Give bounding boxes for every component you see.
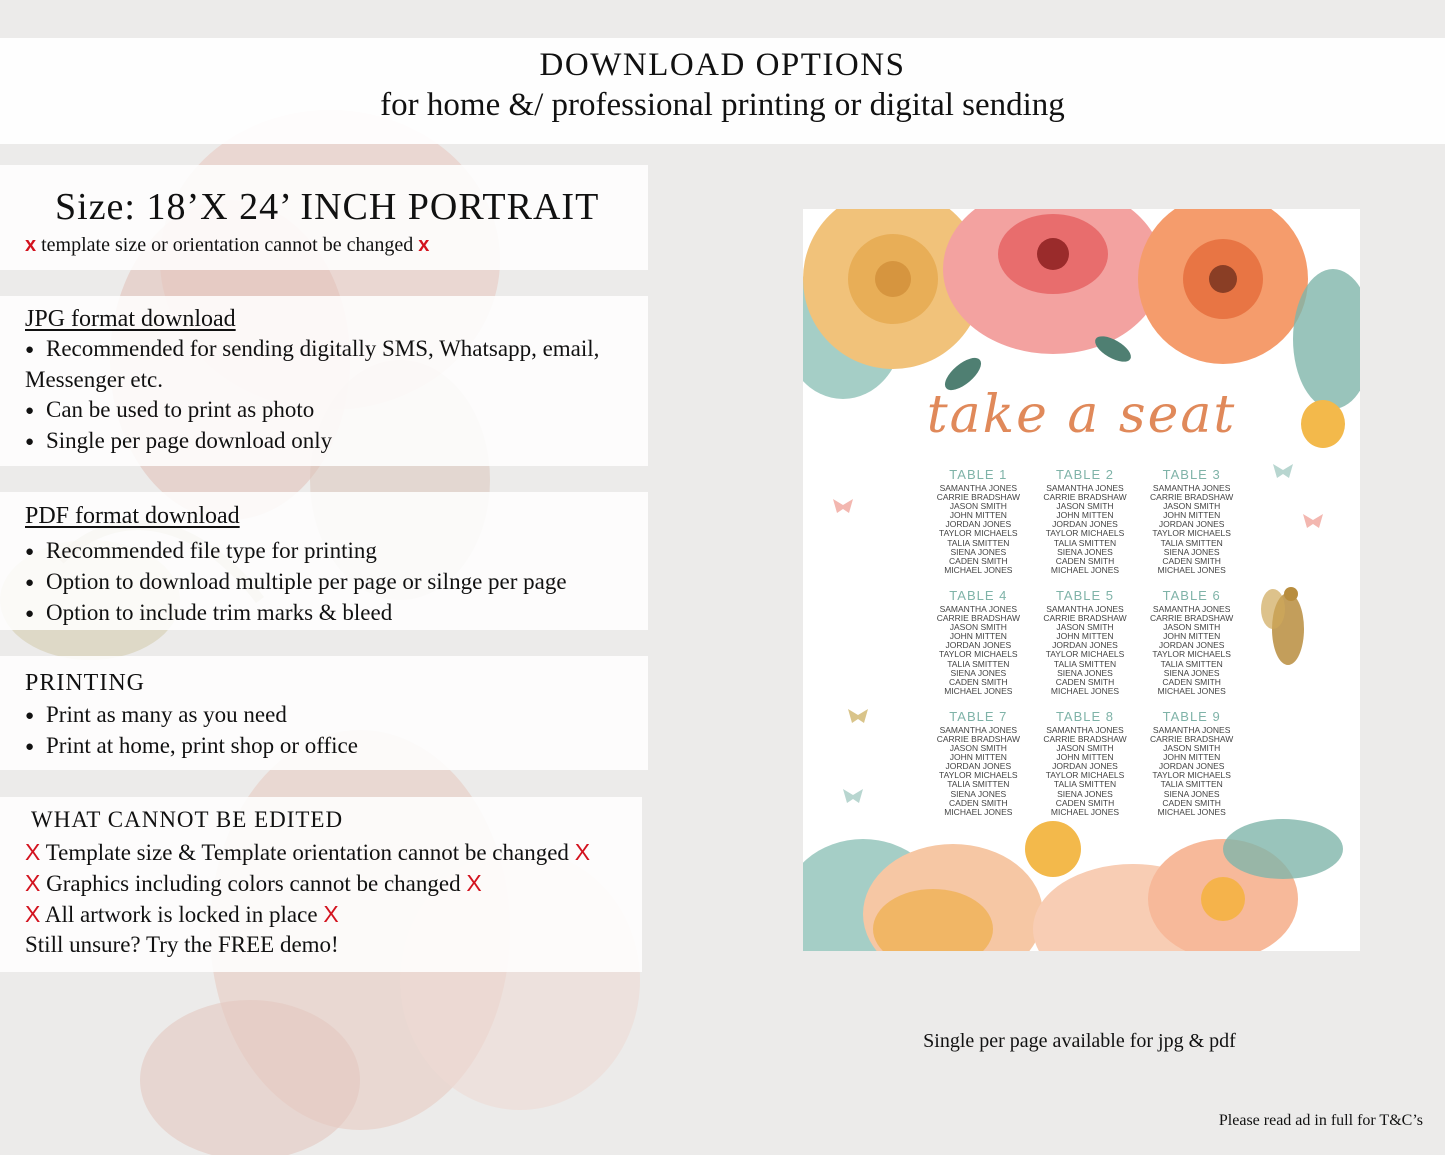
table-block bbox=[1138, 588, 1245, 696]
printing-panel bbox=[0, 656, 648, 770]
guest-name: CARRIE BRADSHAW bbox=[936, 613, 1020, 624]
guest-name: JASON SMITH bbox=[1056, 501, 1114, 512]
guest-name: CARRIE BRADSHAW bbox=[1043, 492, 1127, 503]
guest-name: JOHN MITTEN bbox=[1163, 631, 1221, 642]
guest-name: MICHAEL JONES bbox=[1157, 685, 1226, 696]
guest-name: SIENA JONES bbox=[950, 667, 1007, 678]
page-title: DOWNLOAD OPTIONS bbox=[539, 47, 906, 83]
table-name: TABLE 2 bbox=[1055, 467, 1115, 482]
guest-name: CADEN SMITH bbox=[949, 797, 1008, 808]
guest-name: CARRIE BRADSHAW bbox=[936, 492, 1020, 503]
list-item: ● Print at home, print shop or office bbox=[25, 731, 358, 762]
bullet-icon: ● bbox=[25, 606, 35, 622]
guest-name: TAYLOR MICHAELS bbox=[939, 649, 1018, 660]
header-banner bbox=[0, 38, 1445, 144]
guest-name: JORDAN JONES bbox=[1052, 640, 1118, 651]
guest-name: CARRIE BRADSHAW bbox=[1043, 733, 1127, 744]
table-name: TABLE 4 bbox=[949, 587, 1008, 603]
guest-name: SIENA JONES bbox=[1057, 667, 1113, 678]
table-block bbox=[1138, 709, 1245, 817]
guest-name: MICHAEL JONES bbox=[1050, 564, 1120, 575]
guest-name: TAYLOR MICHAELS bbox=[1152, 649, 1231, 660]
bullet-icon: ● bbox=[25, 544, 35, 560]
table-block bbox=[1032, 467, 1139, 575]
guest-name: SAMANTHA JONES bbox=[1046, 724, 1124, 735]
guest-name: JASON SMITH bbox=[949, 743, 1007, 754]
guest-name: JASON SMITH bbox=[949, 622, 1007, 633]
guest-name: JORDAN JONES bbox=[1052, 761, 1118, 772]
table-name: TABLE 8 bbox=[1055, 708, 1115, 724]
guest-name: CADEN SMITH bbox=[949, 676, 1008, 687]
guest-name: SIENA JONES bbox=[950, 788, 1007, 799]
pdf-panel bbox=[0, 492, 648, 630]
guest-name: SIENA JONES bbox=[950, 546, 1007, 557]
guest-name: MICHAEL JONES bbox=[1050, 685, 1120, 696]
table-name: TABLE 6 bbox=[1162, 587, 1221, 603]
guest-name: SAMANTHA JONES bbox=[939, 483, 1018, 493]
tables-grid bbox=[925, 467, 1245, 817]
table-name: TABLE 1 bbox=[949, 467, 1008, 482]
cannot-edit-title: WHAT CANNOT BE EDITED bbox=[31, 807, 344, 832]
list-item: ● Can be used to print as photo bbox=[25, 395, 599, 426]
guest-name: JOHN MITTEN bbox=[1056, 631, 1114, 642]
guest-name: MICHAEL JONES bbox=[944, 806, 1013, 817]
guest-name: CARRIE BRADSHAW bbox=[936, 733, 1020, 744]
bullet-icon: ● bbox=[25, 708, 35, 724]
guest-name: TALIA SMITTEN bbox=[947, 537, 1010, 548]
table-block bbox=[1032, 709, 1139, 817]
list-item: X Template size & Template orientation cannot be changed X bbox=[25, 839, 591, 865]
guest-name: JORDAN JONES bbox=[1158, 519, 1225, 530]
guest-name: SAMANTHA JONES bbox=[1152, 483, 1231, 493]
guest-name: JOHN MITTEN bbox=[949, 631, 1007, 642]
guest-name: SAMANTHA JONES bbox=[939, 603, 1018, 614]
guest-name: JASON SMITH bbox=[1056, 743, 1114, 754]
guest-name: MICHAEL JONES bbox=[944, 564, 1013, 575]
list-item: ● Recommended file type for printing bbox=[25, 536, 567, 567]
printing-list bbox=[25, 700, 358, 762]
guest-name: TALIA SMITTEN bbox=[1160, 658, 1223, 669]
guest-name: TAYLOR MICHAELS bbox=[1045, 528, 1125, 539]
guest-name: TAYLOR MICHAELS bbox=[1152, 528, 1231, 539]
guest-name: TAYLOR MICHAELS bbox=[1045, 649, 1125, 660]
guest-name: TAYLOR MICHAELS bbox=[1045, 770, 1125, 781]
cannot-edit-list bbox=[25, 837, 590, 960]
jpg-list bbox=[25, 334, 599, 457]
jpg-title: JPG format download bbox=[25, 306, 236, 332]
guest-name: SAMANTHA JONES bbox=[1152, 724, 1231, 735]
bullet-icon: ● bbox=[25, 739, 35, 755]
guest-name: CADEN SMITH bbox=[1162, 676, 1221, 687]
x-mark-right: x bbox=[418, 234, 430, 256]
list-item: X All artwork is locked in place X bbox=[25, 901, 339, 927]
guest-name: CADEN SMITH bbox=[1162, 797, 1221, 808]
guest-name: JOHN MITTEN bbox=[1163, 752, 1221, 763]
guest-name: SIENA JONES bbox=[1057, 788, 1113, 799]
guest-name: CARRIE BRADSHAW bbox=[1150, 492, 1234, 503]
guest-name: SAMANTHA JONES bbox=[1152, 603, 1231, 614]
guest-name: JASON SMITH bbox=[1163, 743, 1221, 754]
guest-name: MICHAEL JONES bbox=[1157, 806, 1226, 817]
bullet-icon: ● bbox=[25, 434, 35, 450]
table-block bbox=[1138, 467, 1245, 575]
table-block bbox=[925, 467, 1032, 575]
guest-name: JASON SMITH bbox=[1163, 501, 1221, 512]
guest-name: JOHN MITTEN bbox=[1056, 752, 1114, 763]
guest-name: MICHAEL JONES bbox=[1157, 564, 1226, 575]
guest-name: JORDAN JONES bbox=[945, 519, 1012, 530]
cannot-edit-panel bbox=[0, 797, 642, 972]
list-item: Messenger etc. bbox=[25, 367, 163, 392]
list-item: ● Print as many as you need bbox=[25, 700, 358, 731]
guest-name: JORDAN JONES bbox=[945, 761, 1012, 772]
guest-name: TALIA SMITTEN bbox=[1053, 658, 1117, 669]
guest-name: JASON SMITH bbox=[949, 501, 1007, 512]
guest-name: SAMANTHA JONES bbox=[1046, 603, 1124, 614]
guest-name: MICHAEL JONES bbox=[1050, 806, 1120, 817]
guest-name: SIENA JONES bbox=[1057, 546, 1113, 557]
guest-name: JORDAN JONES bbox=[1052, 519, 1118, 530]
guest-name: TALIA SMITTEN bbox=[1053, 537, 1117, 548]
guest-name: JOHN MITTEN bbox=[1163, 510, 1221, 521]
demo-note: Still unsure? Try the FREE demo! bbox=[25, 932, 339, 957]
guest-name: SIENA JONES bbox=[1163, 788, 1220, 799]
size-note-text: template size or orientation cannot be changed bbox=[41, 234, 414, 256]
size-text: Size: 18’X 24’ INCH PORTRAIT bbox=[55, 186, 600, 228]
script-title: take a seat bbox=[926, 385, 1237, 445]
guest-name: JORDAN JONES bbox=[1158, 761, 1225, 772]
table-name: TABLE 5 bbox=[1055, 587, 1115, 603]
guest-name: JASON SMITH bbox=[1163, 622, 1221, 633]
page-subtitle: for home &/ professional printing or digital sending bbox=[380, 87, 1065, 123]
guest-name: CADEN SMITH bbox=[949, 555, 1008, 566]
list-item: ● Option to download multiple per page or silnge per page bbox=[25, 567, 567, 598]
list-item: ● Option to include trim marks & bleed bbox=[25, 598, 567, 629]
guest-name: TALIA SMITTEN bbox=[947, 658, 1010, 669]
guest-name: JOHN MITTEN bbox=[1056, 510, 1114, 521]
guest-name: CADEN SMITH bbox=[1055, 797, 1115, 808]
guest-name: CADEN SMITH bbox=[1055, 676, 1115, 687]
jpg-panel bbox=[0, 296, 648, 466]
guest-name: JASON SMITH bbox=[1056, 622, 1114, 633]
caption: Single per page available for jpg & pdf bbox=[923, 1030, 1236, 1052]
list-item: X Graphics including colors cannot be changed X bbox=[25, 870, 482, 896]
printing-title: PRINTING bbox=[25, 670, 145, 696]
pdf-list bbox=[25, 536, 567, 629]
guest-name: TAYLOR MICHAELS bbox=[1152, 770, 1231, 781]
list-item: ● Recommended for sending digitally SMS, Whatsapp, email, bbox=[25, 334, 599, 365]
guest-name: TALIA SMITTEN bbox=[947, 779, 1010, 790]
guest-name: SIENA JONES bbox=[1163, 667, 1220, 678]
guest-name: CARRIE BRADSHAW bbox=[1150, 733, 1234, 744]
list-item: ● Single per page download only bbox=[25, 426, 599, 457]
guest-name: CADEN SMITH bbox=[1162, 555, 1221, 566]
bullet-icon: ● bbox=[25, 403, 35, 419]
guest-name: JOHN MITTEN bbox=[949, 752, 1007, 763]
guest-name: JORDAN JONES bbox=[1158, 640, 1225, 651]
table-block bbox=[1032, 588, 1139, 696]
bullet-icon: ● bbox=[25, 342, 35, 358]
bullet-icon: ● bbox=[25, 575, 35, 591]
guest-name: TALIA SMITTEN bbox=[1053, 779, 1117, 790]
guest-name: TAYLOR MICHAELS bbox=[939, 528, 1018, 539]
table-name: TABLE 9 bbox=[1162, 708, 1221, 724]
size-panel bbox=[0, 165, 648, 270]
guest-name: TALIA SMITTEN bbox=[1160, 537, 1223, 548]
guest-name: JORDAN JONES bbox=[945, 640, 1012, 651]
table-block bbox=[925, 709, 1032, 817]
guest-name: TAYLOR MICHAELS bbox=[939, 770, 1018, 781]
pdf-title: PDF format download bbox=[25, 503, 240, 529]
guest-name: SAMANTHA JONES bbox=[1046, 483, 1124, 493]
footer-note: Please read ad in full for T&C’s bbox=[1218, 1112, 1423, 1129]
seating-chart-preview bbox=[803, 209, 1360, 951]
table-name: TABLE 3 bbox=[1162, 467, 1221, 482]
table-name: TABLE 7 bbox=[949, 708, 1008, 724]
x-mark-left: x bbox=[25, 234, 37, 256]
guest-name: TALIA SMITTEN bbox=[1160, 779, 1223, 790]
guest-name: SIENA JONES bbox=[1163, 546, 1220, 557]
guest-name: CADEN SMITH bbox=[1055, 555, 1115, 566]
size-note bbox=[25, 234, 429, 257]
guest-name: CARRIE BRADSHAW bbox=[1043, 613, 1127, 624]
guest-name: JOHN MITTEN bbox=[949, 510, 1007, 521]
guest-name: SAMANTHA JONES bbox=[939, 724, 1018, 735]
guest-name: CARRIE BRADSHAW bbox=[1150, 613, 1234, 624]
table-block bbox=[925, 588, 1032, 696]
guest-name: MICHAEL JONES bbox=[944, 685, 1013, 696]
